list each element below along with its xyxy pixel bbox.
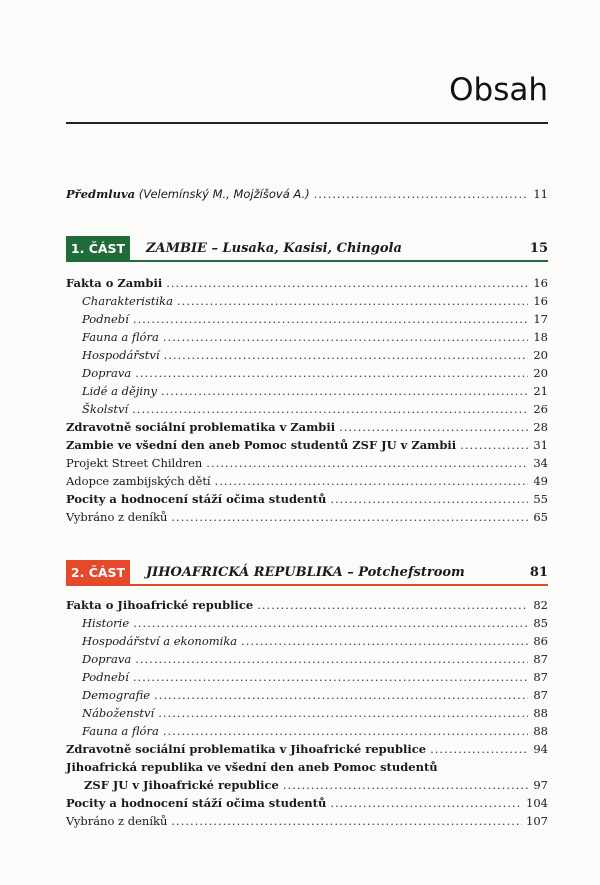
dot-leader [314,187,528,201]
page-number: 28 [533,420,548,434]
part-tag: 2. ČÁST [66,560,130,584]
toc-entry[interactable] [82,312,548,330]
entry-title: Fakta o Zambii [66,276,163,290]
dot-leader [215,474,528,488]
entry-title: Pocity a hodnocení stáží očima studentů [66,796,327,810]
toc-entry[interactable] [66,760,548,778]
dot-leader [257,598,528,612]
dot-leader [206,456,528,470]
page-number: 85 [533,616,548,630]
toc-entry[interactable] [82,402,548,420]
entry-title: Fakta o Jihoafrické republice [66,598,254,612]
toc-entry[interactable] [82,366,548,384]
page-number: 31 [533,438,548,452]
toc-entry[interactable] [66,510,548,528]
dot-leader [339,420,528,434]
toc-entry[interactable] [82,634,548,652]
dot-leader [133,616,528,630]
entry-title: Hospodářství [82,348,160,362]
entry-title: Demografie [82,688,151,702]
entry-title: Podnebí [82,312,129,326]
dot-leader [132,402,528,416]
dot-leader [164,348,528,362]
toc-entry[interactable] [66,814,548,832]
entry-title: Charakteristika [82,294,174,308]
page-number: 87 [533,688,548,702]
toc-entry[interactable] [82,706,548,724]
dot-leader [163,724,528,738]
entry-title: Vybráno z deníků [66,814,168,828]
page-number: 88 [533,706,548,720]
entry-title: Fauna a flóra [82,724,159,738]
toc-entry[interactable] [66,474,548,492]
dot-leader [158,706,528,720]
entry-title: Lidé a dějiny [82,384,157,398]
part-title: JIHOAFRICKÁ REPUBLIKA – Potchefstroom [146,564,465,580]
entry-title: ZSF JU v Jihoafrické republice [84,778,279,792]
toc-entry[interactable] [82,724,548,742]
page-number: 34 [533,456,548,470]
entry-title: Zdravotně sociální problematika v Zambii [66,420,336,434]
dot-leader [154,688,528,702]
toc-entry[interactable] [84,778,548,796]
dot-leader [135,366,528,380]
page-number: 94 [533,742,548,756]
dot-leader [460,438,528,452]
entry-title: Fauna a flóra [82,330,159,344]
dot-leader [171,814,522,828]
page-number: 88 [533,724,548,738]
page-number: 87 [533,670,548,684]
toc-entry[interactable] [66,796,548,814]
page-number: 17 [533,312,548,326]
page-number: 55 [533,492,548,506]
entry-title: Podnebí [82,670,129,684]
dot-leader [135,652,528,666]
dot-leader [163,330,528,344]
page-number: 97 [533,778,548,792]
preface-authors: (Velemínský M., Mojžíšová A.) [138,187,310,201]
entry-title: Vybráno z deníků [66,510,168,524]
toc-entry-preface[interactable] [66,187,548,205]
page-number: 87 [533,652,548,666]
part-page-number: 15 [529,240,548,256]
page-title: Obsah [449,72,548,108]
page-number: 18 [533,330,548,344]
toc-entry[interactable] [82,294,548,312]
entry-title: Doprava [82,366,132,380]
title-rule [66,122,548,124]
toc-entry[interactable] [82,384,548,402]
entry-title: Školství [82,402,129,416]
part-title: ZAMBIE – Lusaka, Kasisi, Chingola [146,240,402,256]
entry-title: Jihoafrická republika ve všední den aneb Pomoc studentů [66,760,438,774]
toc-entry[interactable] [82,348,548,366]
toc-entry[interactable] [66,420,548,438]
dot-leader [133,312,528,326]
part-2-header[interactable] [66,560,548,586]
toc-entry[interactable] [66,742,548,760]
dot-leader [133,670,528,684]
page-number: 65 [533,510,548,524]
page-number: 16 [533,294,548,308]
part-tag: 1. ČÁST [66,236,130,260]
toc-entry[interactable] [66,598,548,616]
page-number: 107 [526,814,548,828]
dot-leader [330,492,528,506]
toc-entry[interactable] [66,276,548,294]
dot-leader [330,796,522,810]
toc-entry[interactable] [66,438,548,456]
entry-title: Doprava [82,652,132,666]
entry-title: Pocity a hodnocení stáží očima studentů [66,492,327,506]
page-number: 86 [533,634,548,648]
toc-entry[interactable] [82,688,548,706]
dot-leader [283,778,528,792]
dot-leader [241,634,528,648]
preface-label: Předmluva [66,187,136,201]
toc-entry[interactable] [82,652,548,670]
dot-leader [177,294,528,308]
entry-title: Zambie ve všední den aneb Pomoc studentů ZSF JU v Zambii [66,438,457,452]
page-number: 21 [533,384,548,398]
page-number: 104 [526,796,548,810]
page-number: 82 [533,598,548,612]
toc-entry[interactable] [66,456,548,474]
toc-entry[interactable] [66,492,548,510]
entry-title: Náboženství [82,706,155,720]
entry-title: Zdravotně sociální problematika v Jihoafrické republice [66,742,427,756]
toc-entry[interactable] [82,616,548,634]
toc-entry[interactable] [82,670,548,688]
page-number: 26 [533,402,548,416]
page-number: 20 [533,366,548,380]
page-number: 11 [533,187,548,201]
dot-leader [430,742,528,756]
entry-title: Historie [82,616,130,630]
dot-leader [166,276,528,290]
entry-title: Projekt Street Children [66,456,203,470]
part-page-number: 81 [529,564,548,580]
page-number: 20 [533,348,548,362]
page-number: 16 [533,276,548,290]
dot-leader [161,384,528,398]
entry-title: Hospodářství a ekonomika [82,634,238,648]
entry-title: Adopce zambijských dětí [66,474,211,488]
dot-leader [171,510,528,524]
part-1-header[interactable] [66,236,548,262]
toc-entry[interactable] [82,330,548,348]
page-number: 49 [533,474,548,488]
